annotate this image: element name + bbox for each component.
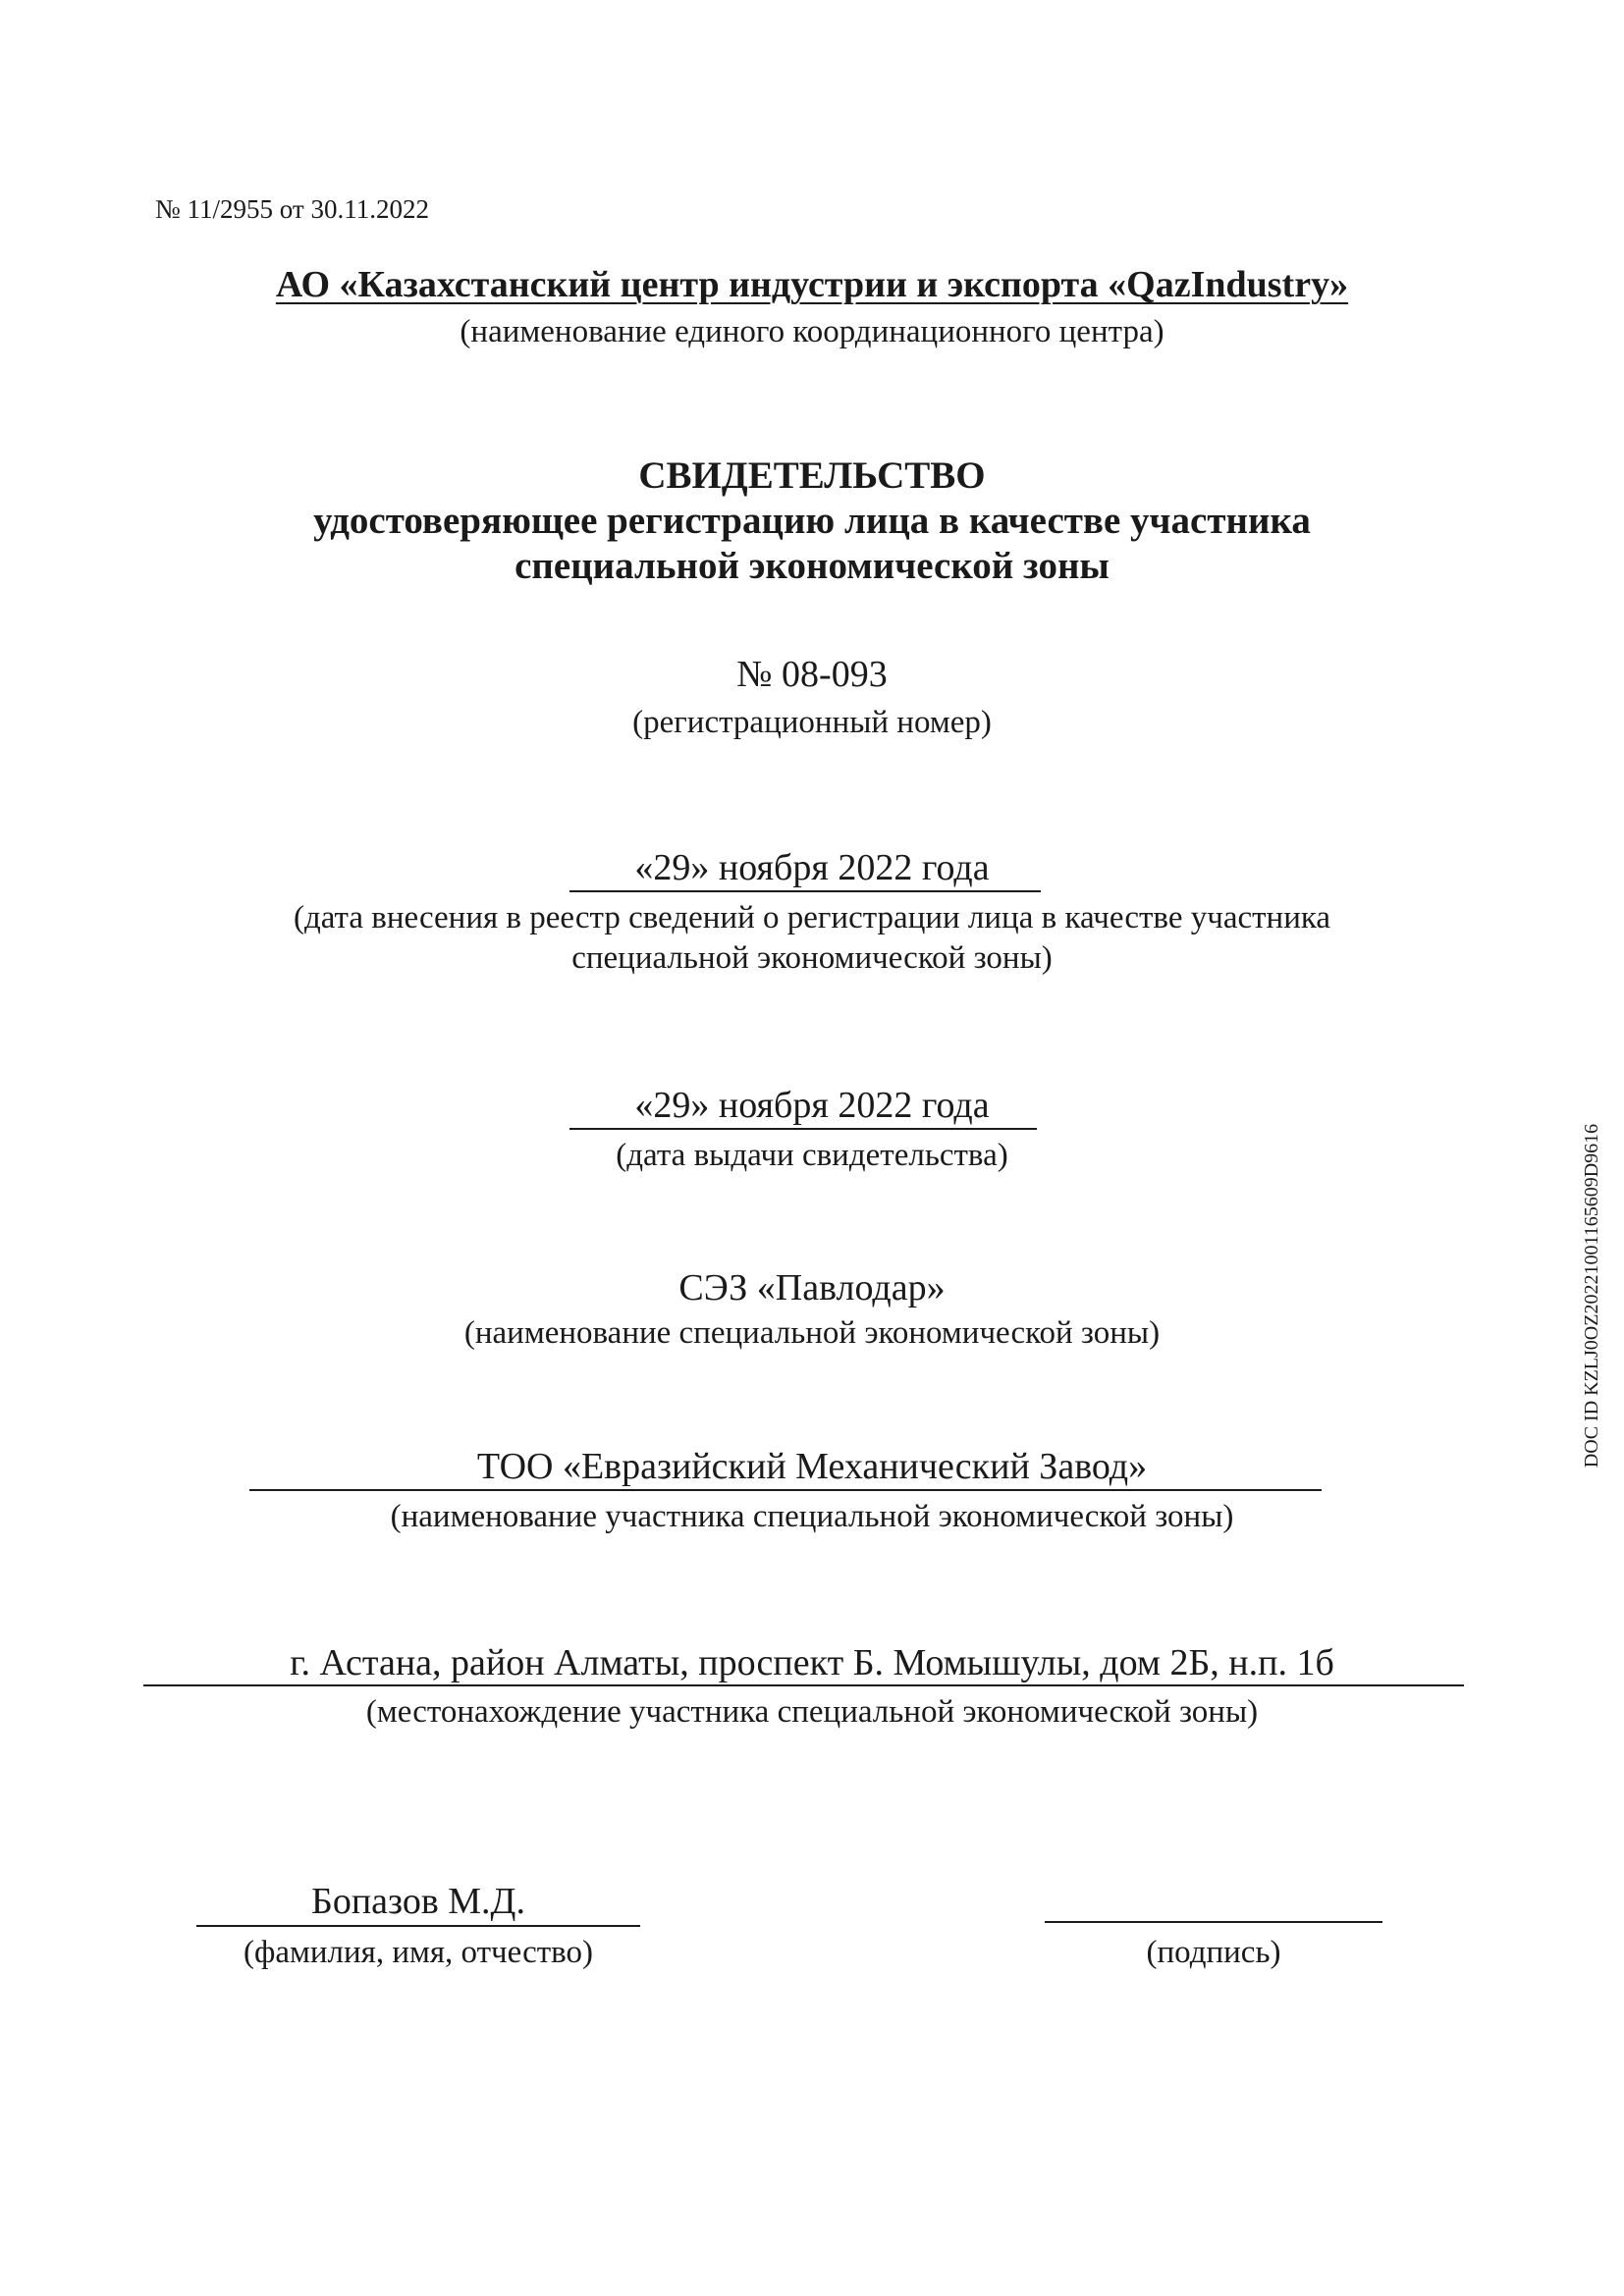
signatory-name-caption: (фамилия, имя, отчество) [243, 1935, 594, 1970]
document-reference-number: № 11/2955 от 30.11.2022 [155, 194, 429, 224]
participant-address: г. Астана, район Алматы, проспект Б. Момышулы, дом 2Б, н.п. 1б [290, 1642, 1334, 1683]
issue-date-caption: (дата выдачи свидетельства) [616, 1138, 1008, 1173]
issuer-name-text: АО «Казахстанский центр индустрии и экспорта «QazIndustry» [275, 264, 1349, 305]
signature-caption: (подпись) [1146, 1935, 1281, 1970]
signatory-name: Бопазов М.Д. [311, 1881, 525, 1922]
issue-date-underline [569, 1128, 1037, 1130]
title-line-3: специальной экономической зоны [514, 545, 1110, 587]
issue-date: «29» ноября 2022 года [634, 1085, 990, 1126]
registry-date-underline [569, 890, 1041, 892]
registry-date-caption-line-2: специальной экономической зоны) [571, 940, 1053, 976]
signatory-name-underline [196, 1925, 640, 1927]
participant-name-caption: (наименование участника специальной экономической зоны) [390, 1499, 1234, 1534]
registry-date-caption-line-1: (дата внесения в реестр сведений о регистрации лица в качестве участника [293, 900, 1331, 935]
participant-name: ТОО «Евразийский Механический Завод» [476, 1446, 1148, 1487]
participant-address-underline [143, 1684, 1464, 1686]
registration-number-caption: (регистрационный номер) [632, 705, 992, 740]
signature-line [1045, 1921, 1382, 1923]
issuer-name [0, 263, 1624, 306]
title-line-1: СВИДЕТЕЛЬСТВО [638, 454, 986, 497]
issuer-caption: (наименование единого координационного центра) [460, 314, 1164, 349]
title-line-2: удостоверяющее регистрацию лица в качестве участника [313, 500, 1311, 542]
registry-date: «29» ноября 2022 года [634, 847, 990, 888]
side-document-id: DOC ID KZLJ0OZ20221001165609D9616 [1581, 1123, 1602, 1468]
certificate-title [0, 454, 1624, 589]
participant-name-underline [249, 1489, 1322, 1491]
zone-name-caption: (наименование специальной экономической зоны) [463, 1315, 1161, 1351]
participant-address-caption: (местонахождение участника специальной экономической зоны) [365, 1694, 1259, 1730]
registration-number: № 08-093 [736, 654, 888, 695]
zone-name: СЭЗ «Павлодар» [678, 1267, 946, 1308]
